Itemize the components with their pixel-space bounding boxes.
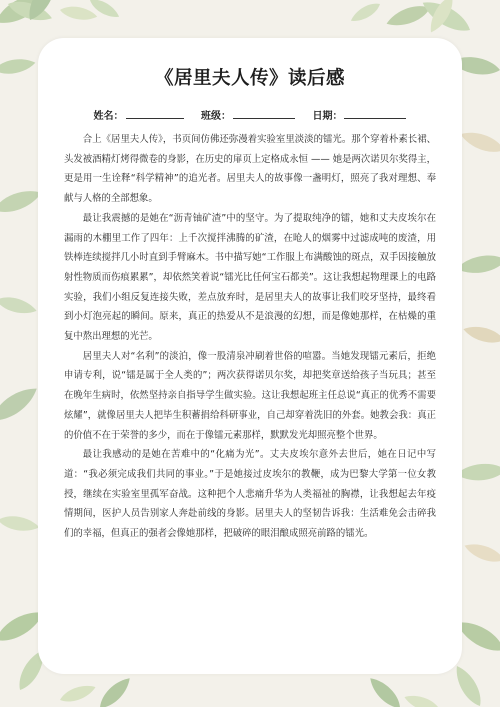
name-label: 姓名：: [93, 111, 124, 122]
paragraph-4: 最让我感动的是她在苦难中的“化痛为光”。丈夫皮埃尔意外去世后，她在日记中写道：“我必须完成我们共同的事业。”于是她接过皮埃尔的教鞭，成为巴黎大学第一位女教授，继续在实验室里孤军奋战。这种把个人悲痛升华为人类福祉的胸襟，让我想起去年疫情期间，医护人员告别家人奔赴前线的身影。居里夫人的坚韧告诉我：生活难免会击碎我们的幸福，但真正的强者会像她那样，把破碎的眼泪酿成照亮前路的镭光。: [64, 449, 436, 540]
name-blank[interactable]: [126, 109, 184, 119]
paragraph-1: 合上《居里夫人传》，书页间仿佛还弥漫着实验室里淡淡的镭光。那个穿着朴素长裙、头发被酒精灯烤得微卷的身影，在历史的扉页上定格成永恒 —— 她是两次诺贝尔奖得主，更是用一生诠释“科学精神”的追光者。居里夫人的故事像一盏明灯，照亮了我对理想、奉献与人格的全部想象。: [64, 134, 436, 205]
date-label: 日期：: [312, 111, 343, 122]
page-title: 《居里夫人传》读后感: [154, 68, 345, 89]
essay-body: [64, 130, 436, 544]
student-info-row: [38, 107, 462, 122]
paragraph-2: 最让我震撼的是她在“沥青铀矿渣”中的坚守。为了提取纯净的镭，她和丈夫皮埃尔在漏雨的木棚里工作了四年：上千次搅拌沸腾的矿渣，在呛人的烟雾中过滤成吨的废渣，用铁棒连续搅拌几小时直到手臂麻木。书中描写她“工作服上布满酸蚀的斑点，双手因接触放射性物质而伤痕累累”，却依然笑着说“镭光比任何宝石都美”。这让我想起物理课上的电路实验，我们小组反复连接失败，差点放弃时，是居里夫人的故事让我们咬牙坚持，最终看到小灯泡亮起的瞬间。原来，真正的热爱从不是浪漫的幻想，而是像她那样，在枯燥的重复中熬出理想的光芒。: [64, 212, 436, 343]
paragraph-3: 居里夫人对“名利”的淡泊，像一股清泉冲刷着世俗的喧嚣。当她发现镭元素后，拒绝申请专利，说“镭是属于全人类的”；两次获得诺贝尔奖，却把奖章送给孩子当玩具；甚至在晚年生病时，依然坚持亲自指导学生做实验。这让我想起班主任总说“真正的优秀不需要炫耀”，就像居里夫人把毕生积蓄捐给科研事业，自己却穿着洗旧的外套。她教会我：真正的价值不在于荣誉的多少，而在于像镭元素那样，默默发光却照亮整个世界。: [64, 350, 436, 441]
date-blank[interactable]: [344, 109, 406, 119]
class-label: 班级：: [201, 111, 231, 122]
class-blank[interactable]: [233, 109, 295, 119]
